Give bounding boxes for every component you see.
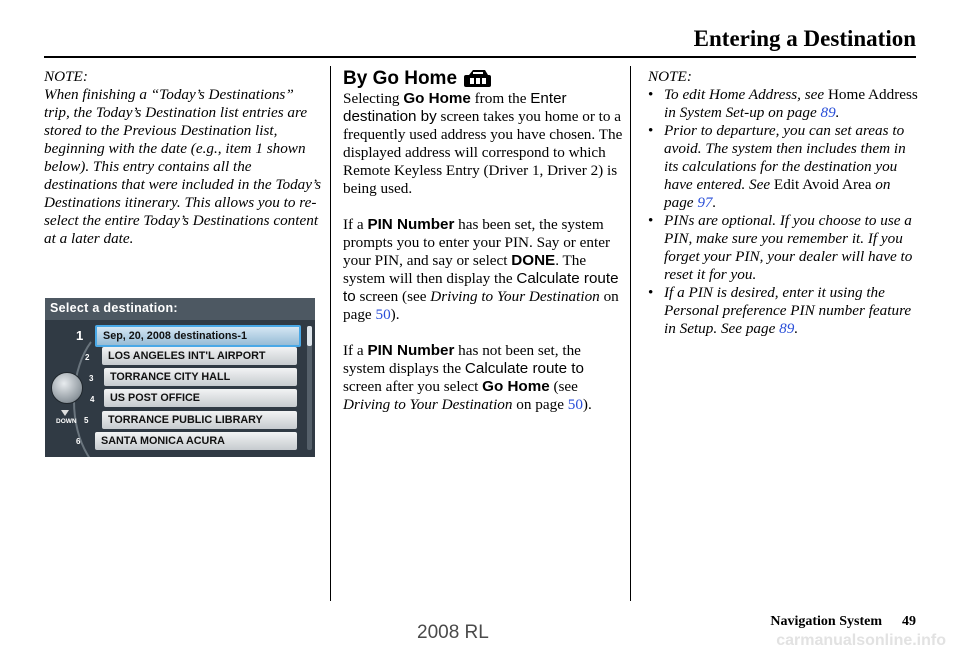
section-heading-text: By Go Home bbox=[343, 68, 458, 89]
list-number: 1 bbox=[76, 328, 84, 343]
column-divider-left bbox=[330, 66, 331, 601]
footer-model-year: 2008 RL bbox=[417, 622, 489, 643]
note-label: NOTE: bbox=[648, 68, 692, 85]
list-number: 3 bbox=[89, 374, 94, 383]
header-rule bbox=[44, 56, 916, 58]
list-item-label: LOS ANGELES INT'L AIRPORT bbox=[108, 350, 266, 362]
watermark: carmanualsonline.info bbox=[776, 632, 946, 649]
voice-command-icon bbox=[463, 69, 493, 89]
list-item[interactable] bbox=[104, 389, 297, 407]
paragraph-pin-set: If a PIN Number has been set, the system prompts you to enter your PIN. Say or enter your PIN, and say or select DONE. The system will then display the Calculate route to screen (see Driving to Your Destination on page 50). bbox=[343, 216, 619, 323]
page-link[interactable]: 50 bbox=[567, 396, 583, 413]
left-note bbox=[44, 68, 322, 248]
list-item-label: Sep, 20, 2008 destinations-1 bbox=[103, 330, 248, 342]
page-link[interactable]: 89 bbox=[779, 320, 795, 337]
footer-page-number: 49 bbox=[902, 614, 916, 629]
page-link[interactable]: 97 bbox=[697, 194, 713, 211]
list-item-label: SANTA MONICA ACURA bbox=[101, 435, 225, 447]
right-notes bbox=[648, 68, 920, 338]
page-header-title: Entering a Destination bbox=[693, 26, 916, 51]
column-divider-right bbox=[630, 66, 631, 601]
list-item[interactable] bbox=[95, 432, 297, 450]
list-item-selected[interactable] bbox=[95, 325, 301, 347]
note-text: When finishing a “Today’s Destinations” trip, the Today’s Destination list entries are stored to the Previous Destination list, beginning with the date (e.g., item 1 shown below). This entry contains all the destinations that were included in the Today’s Destinations itinerary. This allows you to re-select the entire Today’s Destinations content at a later date. bbox=[44, 86, 322, 247]
list-number: 6 bbox=[76, 437, 81, 446]
list-item[interactable] bbox=[102, 411, 297, 429]
list-number: 2 bbox=[85, 353, 90, 362]
scrollbar-thumb[interactable] bbox=[307, 326, 312, 346]
screen-title: Select a destination: bbox=[50, 301, 178, 315]
footer-section-name: Navigation System bbox=[770, 614, 882, 629]
note-label: NOTE: bbox=[44, 68, 88, 85]
list-item: • If a PIN is desired, enter it using the Personal preference PIN number feature in Setup. See page 89. bbox=[648, 284, 920, 338]
list-item: • Prior to departure, you can set areas to avoid. The system then includes them in its calculations for the destination you have entered. See Edit Avoid Area on page 97. bbox=[648, 122, 920, 212]
page-link[interactable]: 89 bbox=[820, 104, 836, 121]
paragraph-pin-not-set: If a PIN Number has not been set, the system displays the Calculate route to screen after you select Go Home (see Driving to Your Destination on page 50). bbox=[343, 342, 592, 413]
paragraph-go-home: Selecting Go Home from the Enter destination by screen takes you home or to a frequently used address you have chosen. The displayed address will correspond to which Remote Keyless Entry (Driver 1, Driver 2) is being used. bbox=[343, 90, 623, 197]
list-item[interactable] bbox=[104, 368, 297, 386]
list-item-label: TORRANCE PUBLIC LIBRARY bbox=[108, 414, 263, 426]
section-heading bbox=[343, 68, 623, 90]
navigation-screen bbox=[45, 298, 315, 457]
list-item-label: US POST OFFICE bbox=[110, 392, 200, 404]
list-item-label: TORRANCE CITY HALL bbox=[110, 371, 231, 383]
down-arrow-icon bbox=[61, 410, 69, 416]
list-item: • To edit Home Address, see Home Address in System Set-up on page 89. bbox=[648, 86, 920, 122]
page-link[interactable]: 50 bbox=[375, 306, 391, 323]
list-item: • PINs are optional. If you choose to use a PIN, make sure you remember it. If you forget your PIN, your dealer will have to reset it for you. bbox=[648, 212, 920, 284]
note-list bbox=[648, 86, 920, 338]
list-item[interactable] bbox=[102, 347, 297, 365]
screen-title-bar bbox=[45, 298, 315, 320]
middle-column bbox=[343, 68, 623, 432]
down-label: DOWN bbox=[56, 418, 77, 425]
list-number: 5 bbox=[84, 416, 89, 425]
list-number: 4 bbox=[90, 395, 95, 404]
interface-knob-icon bbox=[51, 372, 83, 404]
